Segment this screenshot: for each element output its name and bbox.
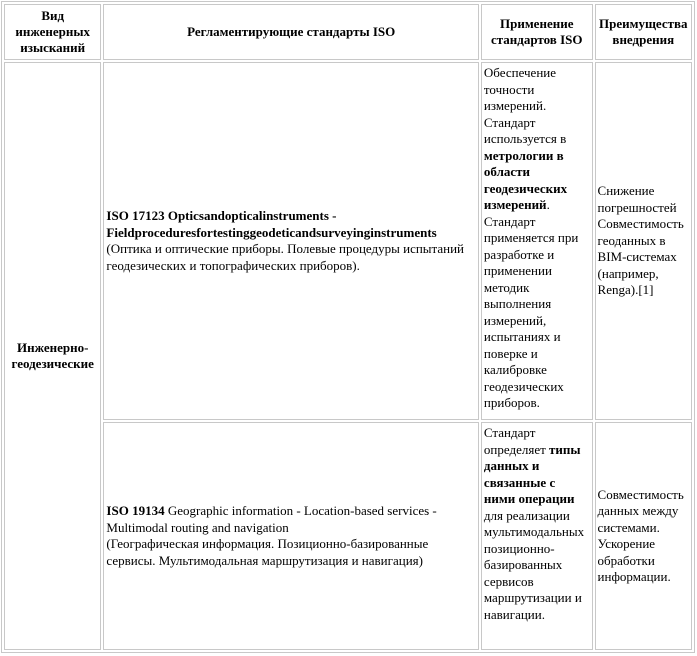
application-text: Стандарт используется в метрологии в области геодезических измерений. — [483, 114, 568, 212]
advantage-text: Совместимость данных между системами. — [597, 486, 684, 535]
standard-title-ru: (Географическая информация. Позиционно-базированные сервисы. Мультимодальная маршрутизация и навигация) — [106, 536, 429, 568]
application-text: Стандарт применяется при разработке и применении методик выполнения измерений, испытаниях и поверке и калибровке геодезических приборов. — [483, 213, 579, 410]
header-application: Применение стандартов ISO — [481, 4, 593, 60]
standard-code: ISO 19134 — [106, 503, 165, 519]
header-row — [4, 4, 692, 60]
advantage-text: Совместимость геоданных в BIM-системах (например, Renga).[1] — [597, 216, 684, 298]
survey-type-cell: Инженерно-геодезические — [4, 62, 101, 650]
table-row — [4, 422, 692, 650]
advantage-text: Снижение погрешностей — [597, 183, 677, 215]
header-standards: Регламентирующие стандарты ISO — [103, 4, 479, 60]
advantages-cell — [595, 62, 692, 420]
advantage-text: Ускорение обработки информации. — [597, 536, 671, 585]
iso-standards-table — [1, 1, 695, 653]
application-text: Стандарт определяет типы данных и связанные с ними операции для реализации мультимодальных позиционно-базированных сервисов маршрутизации и навигации. — [483, 425, 585, 622]
standard-cell — [103, 62, 479, 420]
standard-title-en: Geographic information - Location-based services - Multimodal routing and navigation — [106, 503, 437, 535]
application-cell — [481, 62, 593, 420]
table-row — [4, 62, 692, 420]
application-text: Обеспечение точности измерений. — [483, 65, 557, 113]
standard-cell — [103, 422, 479, 650]
advantages-cell — [595, 422, 692, 650]
header-advantages: Преимущества внедрения — [595, 4, 692, 60]
application-cell — [481, 422, 593, 650]
standard-code: ISO 17123 — [106, 208, 165, 224]
header-survey-type: Вид инженерных изысканий — [4, 4, 101, 60]
standard-title-en: Opticsandopticalinstruments - Fieldproceduresfortestinggeodeticandsurveyinginstruments — [106, 208, 437, 240]
standard-title-ru: (Оптика и оптические приборы. Полевые процедуры испытаний геодезических и топографических приборов). — [106, 241, 465, 273]
